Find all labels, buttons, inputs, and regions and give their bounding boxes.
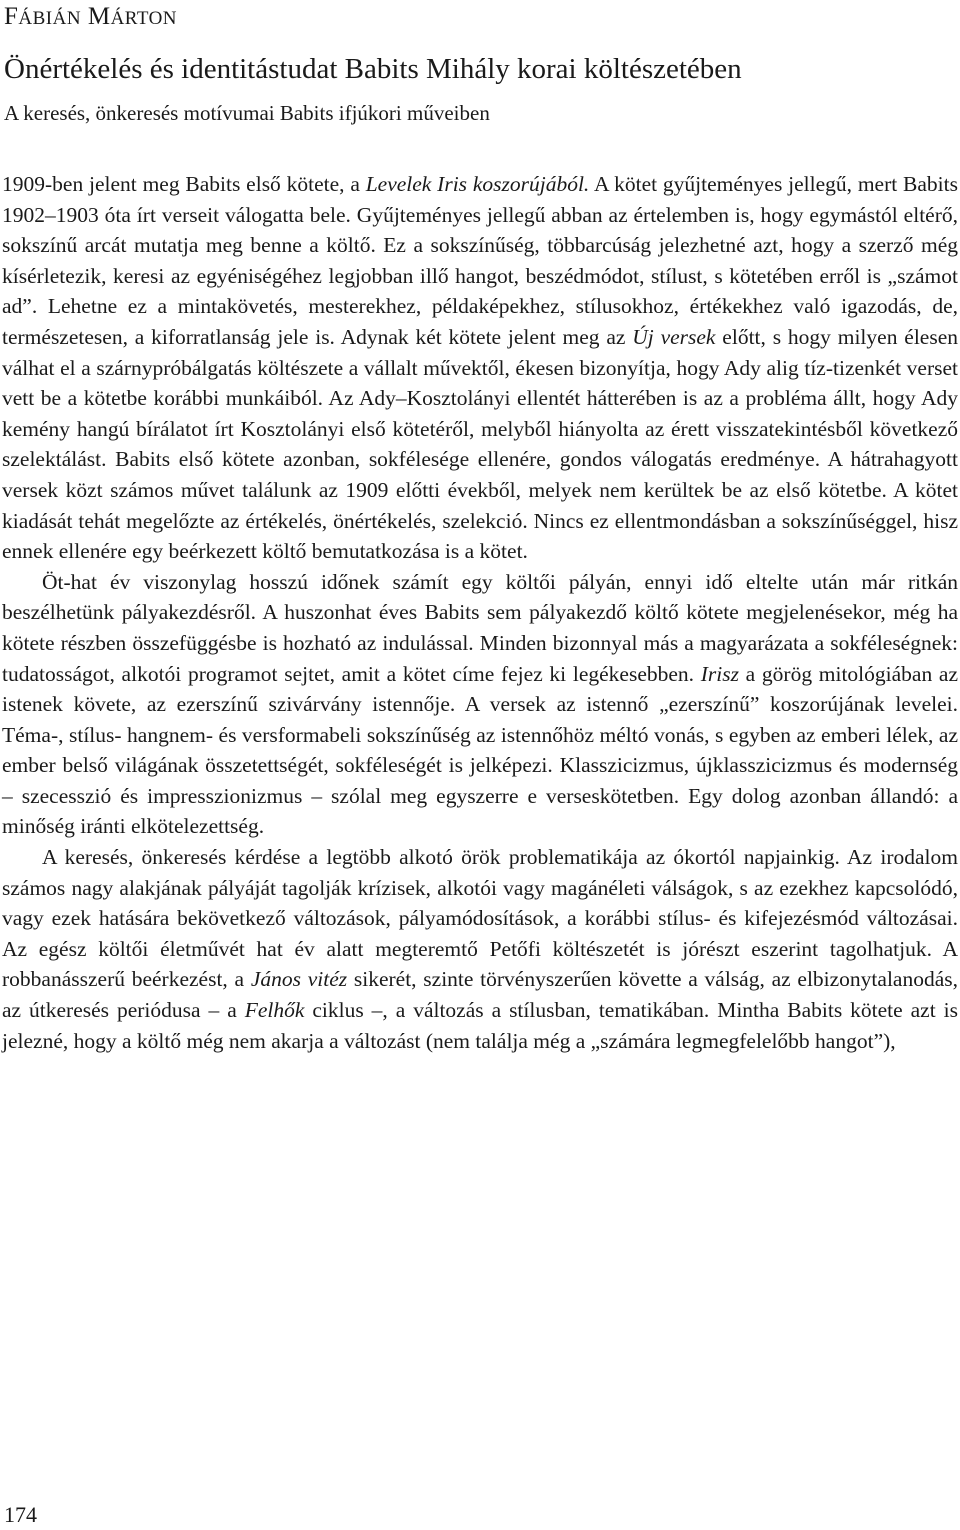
paragraph-1-book-title-levelek: Levelek Iris koszorújából.: [365, 172, 590, 196]
paragraph-2-text-b: a görög mitológiában az istenek követe, az ezerszínű szivárvány istennője. A versek az istennő „ezerszínű” koszorújának levelei. Téma-, stílus- hangnem- és versformabeli sokszínűség az istennőhöz méltó vonás, s egyben az emberi lélek, az ember belső világának összetettségét, sokféleségét is jelképezi. Klasszicizmus, újklasszicizmus és modernség – szecesszió és impresszionizmus – szólal meg egyszerre e verseskötetben. Egy dolog azonban állandó: a minőség iránti elkötelezettség.: [2, 661, 958, 839]
article-title: Önértékelés és identitástudat Babits Mihály korai költészetében: [4, 53, 742, 85]
author-first-rest: ÁBIÁN: [18, 8, 82, 29]
paragraph-3: [2, 842, 958, 1056]
paragraph-1: [2, 169, 958, 567]
paragraph-1-text-c: előtt, s hogy milyen élesen válhat el a szárnypróbálgatás költészete a vállalt művektől, ékesen bizonyítja, hogy Ady alig tíz-tizenkét verset vett be a kötetbe korábbi munkáiból. Az Ady–Kosztolányi ellentét hátterében is az a probléma állt, hogy Ady kemény hangú bírálatot írt Kosztolányi első kötetéről, melyből hiányolta az érett visszatekintésből következő szelektálást. Babits első kötete azonban, sokfélesége ellenére, gondos válogatás eredménye. A hátrahagyott versek közt számos művet találunk az 1909 előtti évekből, melyek nem kerültek be az első kötetbe. A kötet kiadását tehát megelőzte az értékelés, önértékelés, szelekció. Nincs ez ellentmondásban a sokszínűséggel, hisz ennek ellenére egy beérkezett költő bemutatkozása is a kötet.: [2, 324, 958, 564]
paragraph-2-text-a: Öt-hat év viszonylag hosszú időnek számít egy költői pályán, ennyi idő eltelte után már ritkán beszélhetünk pályakezdésről. A huszonhat éves Babits sem pályakezdő költő kötete megjelenésekor, még ha kötete részben összefüggésbe is hozható az indulással. Minden bizonnyal más a magyarázata a sokféleségnek: tudatosságot, alkotói programot sejtet, amit a kötet címe fejez ki legékesebben.: [2, 569, 958, 686]
article-body: [2, 169, 958, 1056]
author-last-initial: M: [87, 3, 111, 30]
paragraph-3-book-title-janos-vitez: János vitéz: [250, 967, 348, 992]
paragraph-3-text-c: ciklus –, a változás a stílusban, tematikában. Mintha Babits kötete azt is jelezné, hogy a költő még nem akarja a változást (nem találja még a „számára legmegfelelőbb hangot”),: [2, 998, 958, 1053]
paragraph-3-text-a: A keresés, önkeresés kérdése a legtöbb alkotó örök problematikája az ókortól napjainkig. Az irodalom számos nagy alakjának pályáját tagolják krízisek, alkotói vagy magánéleti válságok, s az ezekhez kapcsolódó, vagy ezek hatására bekövetkező változások, pályamódosítások, a korábbi stílus- és kifejezésmód változásai. Az egész költői életművét hat év alatt megteremtő Petőfi költészetét is jórészt eszerint tagolhatjuk. A robbanásszerű beérkezést, a: [2, 845, 958, 992]
paragraph-1-text-b: A kötet gyűjteményes jellegű, mert Babits 1902–1903 óta írt verseit válogatta bele. Gyűjteményes jellegű abban az értelemben is, hogy egymástól eltérő, sokszínű arcát mutatja meg benne a költő. Ez a sokszínűség, többarcúság jelezhetné azt, hogy a szerző még kísérletezik, keresi az egyéniségéhez legjobban illő hangot, beszédmódot, stílust, s kötetében erről is „számot ad”. Lehetne ez a mintakövetés, mesterekhez, példaképekhez, stílusokhoz, értékekhez való igazodás, de, természetesen, a kiforratlanság jele is. Adynak két kötete jelent meg az: [2, 172, 958, 349]
page-number: 174: [4, 1502, 37, 1527]
author-first-initial: F: [4, 3, 19, 30]
paragraph-2-name-irisz: Irisz: [700, 661, 739, 686]
article-subtitle: A keresés, önkeresés motívumai Babits ifjúkori műveiben: [4, 101, 490, 125]
paragraph-3-cycle-title-felhok: Felhők: [244, 998, 305, 1023]
paragraph-2: [2, 567, 958, 842]
author-last-rest: ÁRTON: [110, 8, 178, 29]
paragraph-3-text-b: sikerét, szinte törvényszerűen követte a válság, az elbizonytalanodás, az útkeresés periódusa – a: [2, 967, 958, 1023]
author-name: [4, 2, 177, 34]
paragraph-1-book-title-uj-versek: Új versek: [632, 324, 716, 349]
paragraph-1-text-a: 1909-ben jelent meg Babits első kötete, a: [2, 172, 366, 196]
